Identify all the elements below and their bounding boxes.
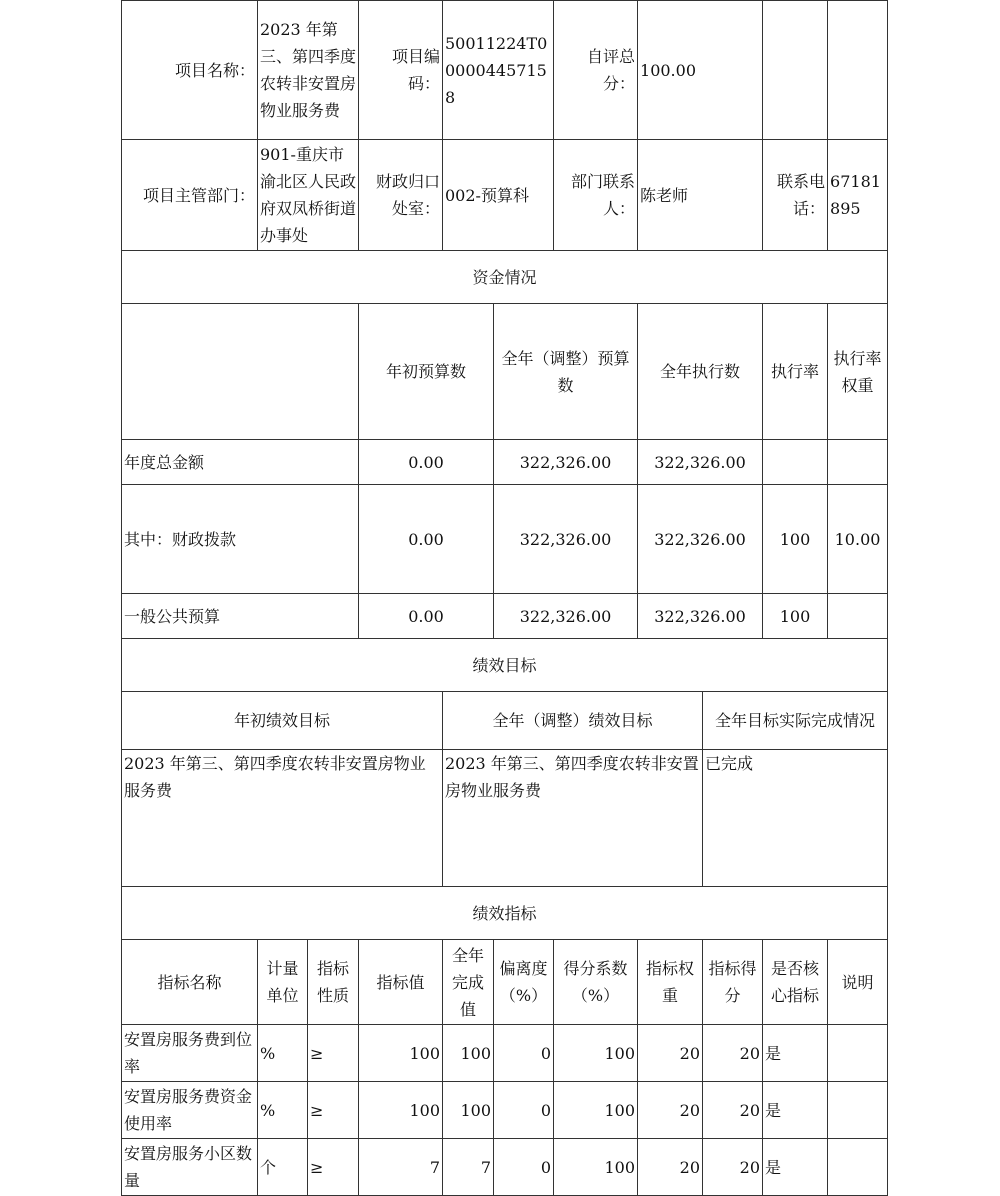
ind-coef: 100: [554, 1082, 638, 1139]
goals-adjusted-text: 2023 年第三、第四季度农转非安置房物业服务费: [443, 750, 703, 887]
funds-row-adjusted: 322,326.00: [494, 440, 638, 485]
funds-row-weight: [828, 440, 888, 485]
ind-coef: 100: [554, 1025, 638, 1082]
self-score-label: 自评总分：: [554, 1, 638, 140]
ind-header-core: 是否核心指标: [763, 940, 828, 1025]
ind-actual: 100: [443, 1082, 494, 1139]
ind-target: 100: [359, 1082, 443, 1139]
funds-row-initial: 0.00: [359, 440, 494, 485]
empty-cell: [763, 1, 828, 140]
ind-nature: ≥: [308, 1082, 359, 1139]
ind-target: 100: [359, 1025, 443, 1082]
funds-row-weight: 10.00: [828, 485, 888, 594]
funds-section-title: 资金情况: [122, 251, 888, 304]
ind-header-name: 指标名称: [122, 940, 258, 1025]
ind-header-coef: 得分系数（%）: [554, 940, 638, 1025]
funds-row: [122, 485, 888, 594]
indicator-row: [122, 1082, 888, 1139]
ind-name: 安置房服务小区数量: [122, 1139, 258, 1196]
ind-core: 是: [763, 1139, 828, 1196]
funds-row-executed: 322,326.00: [638, 594, 763, 639]
ind-deviation: 0: [494, 1139, 554, 1196]
performance-evaluation-table: [121, 0, 888, 1196]
ind-name: 安置房服务费到位率: [122, 1025, 258, 1082]
funds-header-executed: 全年执行数: [638, 304, 763, 440]
ind-note: [828, 1082, 888, 1139]
ind-weight: 20: [638, 1139, 703, 1196]
ind-weight: 20: [638, 1025, 703, 1082]
finance-office-label: 财政归口处室：: [359, 140, 443, 251]
funds-header-rate: 执行率: [763, 304, 828, 440]
ind-unit: %: [258, 1025, 308, 1082]
funds-row-initial: 0.00: [359, 594, 494, 639]
phone-label: 联系电话：: [763, 140, 828, 251]
ind-weight: 20: [638, 1082, 703, 1139]
funds-section-row: [122, 251, 888, 304]
ind-coef: 100: [554, 1139, 638, 1196]
ind-note: [828, 1139, 888, 1196]
funds-header-initial: 年初预算数: [359, 304, 494, 440]
funds-row-rate: 100: [763, 594, 828, 639]
project-info-row-2: [122, 140, 888, 251]
ind-deviation: 0: [494, 1025, 554, 1082]
funds-header-row: [122, 304, 888, 440]
ind-header-score: 指标得分: [703, 940, 763, 1025]
ind-score: 20: [703, 1082, 763, 1139]
indicators-header-row: [122, 940, 888, 1025]
ind-header-deviation: 偏离度（%）: [494, 940, 554, 1025]
goals-header-adjusted: 全年（调整）绩效目标: [443, 692, 703, 750]
indicator-row: [122, 1025, 888, 1082]
goals-header-row: [122, 692, 888, 750]
funds-row-rate: [763, 440, 828, 485]
funds-row-label: 其中：财政拨款: [122, 485, 359, 594]
funds-row-initial: 0.00: [359, 485, 494, 594]
ind-score: 20: [703, 1139, 763, 1196]
contact-label: 部门联系人：: [554, 140, 638, 251]
goals-section-title: 绩效目标: [122, 639, 888, 692]
funds-row-rate: 100: [763, 485, 828, 594]
project-name-label: 项目名称：: [122, 1, 258, 140]
ind-header-note: 说明: [828, 940, 888, 1025]
goals-header-initial: 年初绩效目标: [122, 692, 443, 750]
ind-unit: 个: [258, 1139, 308, 1196]
ind-name: 安置房服务费资金使用率: [122, 1082, 258, 1139]
project-name-value: 2023 年第三、第四季度农转非安置房物业服务费: [258, 1, 359, 140]
goals-header-actual: 全年目标实际完成情况: [703, 692, 888, 750]
ind-header-actual: 全年完成值: [443, 940, 494, 1025]
goals-initial-text: 2023 年第三、第四季度农转非安置房物业服务费: [122, 750, 443, 887]
project-code-value: 50011224T000004457158: [443, 1, 554, 140]
funds-row-executed: 322,326.00: [638, 440, 763, 485]
goals-section-row: [122, 639, 888, 692]
contact-value: 陈老师: [638, 140, 763, 251]
project-info-row-1: [122, 1, 888, 140]
ind-target: 7: [359, 1139, 443, 1196]
goals-content-row: [122, 750, 888, 887]
ind-actual: 100: [443, 1025, 494, 1082]
phone-value: 67181895: [828, 140, 888, 251]
ind-core: 是: [763, 1082, 828, 1139]
funds-header-blank: [122, 304, 359, 440]
indicator-row: [122, 1139, 888, 1196]
funds-row: [122, 594, 888, 639]
funds-row-label: 一般公共预算: [122, 594, 359, 639]
funds-header-adjusted: 全年（调整）预算数: [494, 304, 638, 440]
finance-office-value: 002-预算科: [443, 140, 554, 251]
goals-actual-text: 已完成: [703, 750, 888, 887]
ind-nature: ≥: [308, 1025, 359, 1082]
ind-nature: ≥: [308, 1139, 359, 1196]
funds-row-executed: 322,326.00: [638, 485, 763, 594]
funds-row-adjusted: 322,326.00: [494, 485, 638, 594]
funds-row: [122, 440, 888, 485]
ind-header-target: 指标值: [359, 940, 443, 1025]
funds-row-adjusted: 322,326.00: [494, 594, 638, 639]
funds-row-weight: [828, 594, 888, 639]
empty-cell: [828, 1, 888, 140]
ind-deviation: 0: [494, 1082, 554, 1139]
project-code-label: 项目编码：: [359, 1, 443, 140]
ind-header-weight: 指标权重: [638, 940, 703, 1025]
dept-value: 901-重庆市渝北区人民政府双凤桥街道办事处: [258, 140, 359, 251]
ind-header-nature: 指标性质: [308, 940, 359, 1025]
ind-score: 20: [703, 1025, 763, 1082]
ind-actual: 7: [443, 1139, 494, 1196]
ind-note: [828, 1025, 888, 1082]
indicators-section-row: [122, 887, 888, 940]
indicators-section-title: 绩效指标: [122, 887, 888, 940]
ind-unit: %: [258, 1082, 308, 1139]
dept-label: 项目主管部门：: [122, 140, 258, 251]
ind-core: 是: [763, 1025, 828, 1082]
funds-header-weight: 执行率权重: [828, 304, 888, 440]
ind-header-unit: 计量单位: [258, 940, 308, 1025]
funds-row-label: 年度总金额: [122, 440, 359, 485]
self-score-value: 100.00: [638, 1, 763, 140]
